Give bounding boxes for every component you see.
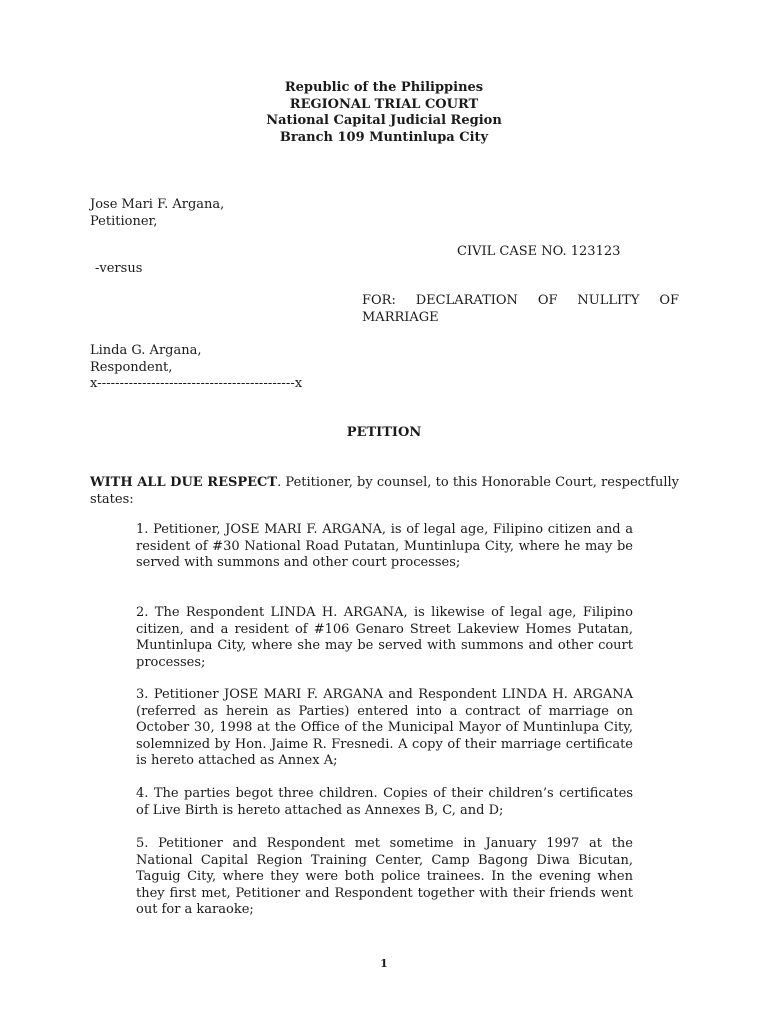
caption-separator: x--------------------------------------------x <box>90 376 303 391</box>
header-branch: Branch 109 Muntinlupa City <box>279 129 489 145</box>
paragraph-3: 3. Petitioner JOSE MARI F. ARGANA and Respondent LINDA H. ARGANA (referred as herein as Parties) entered into a contract of marriage on October 30, 1998 at the Office of the Municipal Mayor of Muntinlupa City, solemnized by Hon. Jaime R. Fresnedi. A copy of their marriage certificate is hereto attached as Annex A; <box>136 687 633 768</box>
page-number: 1 <box>380 957 388 970</box>
paragraph-2: 2. The Respondent LINDA H. ARGANA, is likewise of legal age, Filipino citizen, and a resident of #106 Genaro Street Lakeview Homes Putatan, Muntinlupa City, where she may be served with summons and other court processes; <box>136 605 633 670</box>
versus-label: -versus <box>95 261 143 276</box>
paragraph-5: 5. Petitioner and Respondent met sometime in January 1997 at the National Capital Region Training Center, Camp Bagong Diwa Bicutan, Taguig City, where they were both police trainees. In the evening when they first met, Petitioner and Respondent together with their friends went out for a karaoke; <box>136 836 633 917</box>
case-subject-line2: MARRIAGE <box>362 310 439 325</box>
intro-text: . Petitioner, by counsel, to this Honorable Court, respectfully states: <box>90 475 679 507</box>
respondent-name: Linda G. Argana, <box>90 343 202 358</box>
paragraph-1: 1. Petitioner, JOSE MARI F. ARGANA, is of legal age, Filipino citizen and a resident of #30 National Road Putatan, Muntinlupa City, where he may be served with summons and other court processes; <box>136 522 633 570</box>
header-court: REGIONAL TRIAL COURT <box>289 96 479 112</box>
header-republic: Republic of the Philippines <box>284 80 484 95</box>
intro-bold: WITH ALL DUE RESPECT <box>90 475 278 490</box>
intro-paragraph <box>90 474 679 508</box>
paragraph-4: 4. The parties begot three children. Copies of their children’s certificates of Live Birth is hereto attached as Annexes B, C, and D; <box>136 786 633 818</box>
header-region: National Capital Judicial Region <box>266 113 502 128</box>
case-subject <box>362 292 679 326</box>
court-header <box>0 80 768 146</box>
petitioner-role: Petitioner, <box>90 214 158 229</box>
document-title: PETITION <box>346 425 422 440</box>
petitioner-name: Jose Mari F. Argana, <box>90 197 225 212</box>
petitioner-block <box>90 196 224 230</box>
respondent-role: Respondent, <box>90 360 173 375</box>
case-number: CIVIL CASE NO. 123123 <box>457 244 621 259</box>
case-subject-line1: FOR: DECLARATION OF NULLITY OF <box>362 293 679 308</box>
respondent-block <box>90 342 201 376</box>
